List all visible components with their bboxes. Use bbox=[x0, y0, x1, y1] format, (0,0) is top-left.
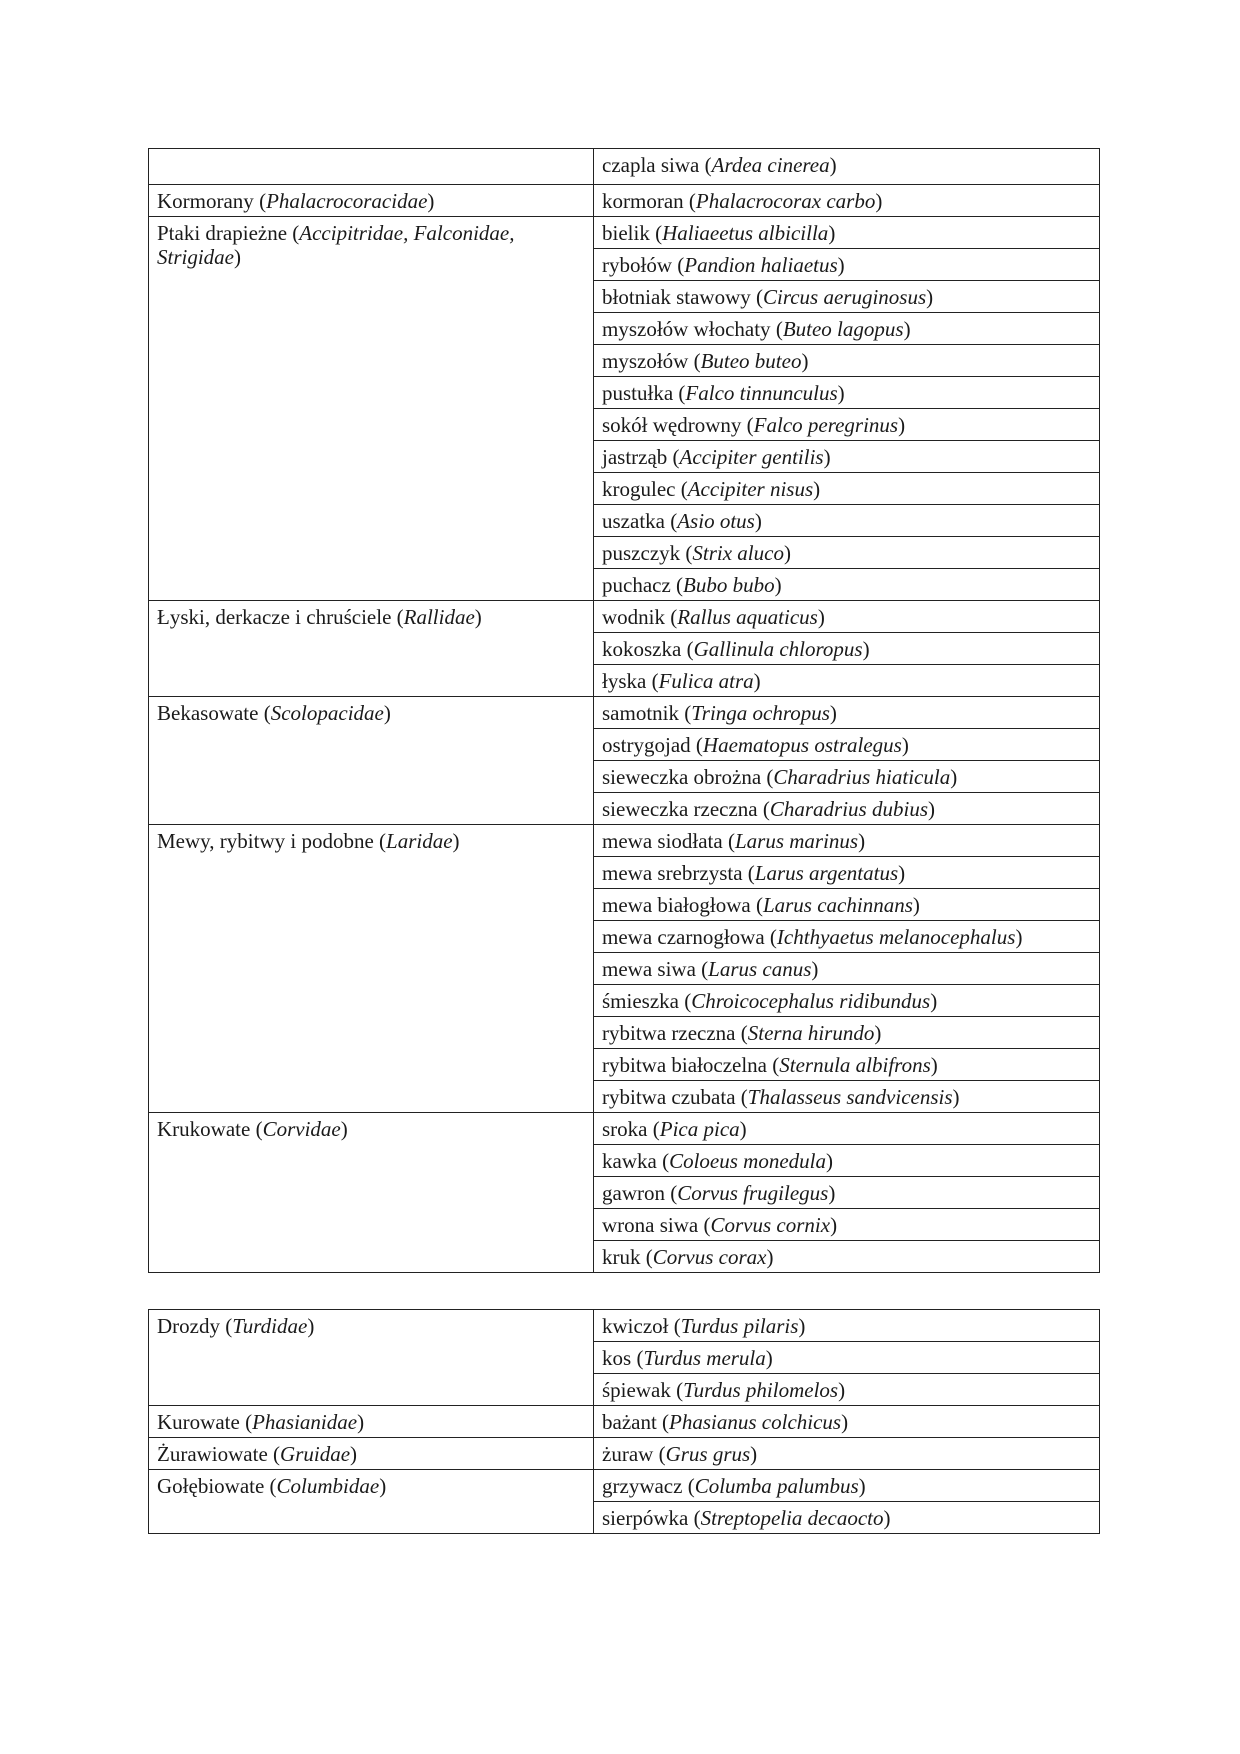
species-name: kokoszka bbox=[602, 637, 682, 661]
species-cell: kwiczoł (Turdus pilaris) bbox=[594, 1310, 1100, 1342]
species-name: mewa białogłowa bbox=[602, 893, 751, 917]
species-name: jastrząb bbox=[602, 445, 668, 469]
species-name: rybołów bbox=[602, 253, 672, 277]
species-latin-name: Rallus aquaticus bbox=[677, 605, 818, 629]
species-cell: kruk (Corvus corax) bbox=[594, 1241, 1100, 1273]
species-name: kormoran bbox=[602, 189, 684, 213]
bird-species-table-2 bbox=[148, 1309, 1100, 1534]
species-name: sokół wędrowny bbox=[602, 413, 742, 437]
species-cell: uszatka (Asio otus) bbox=[594, 505, 1100, 537]
species-latin-name: Larus cachinnans bbox=[762, 893, 913, 917]
species-latin-name: Corvus frugilegus bbox=[677, 1181, 829, 1205]
species-latin-name: Accipiter gentilis bbox=[679, 445, 824, 469]
species-name: wrona siwa bbox=[602, 1213, 699, 1237]
species-cell: sieweczka obrożna (Charadrius hiaticula) bbox=[594, 761, 1100, 793]
species-name: sieweczka obrożna bbox=[602, 765, 762, 789]
family-name: Drozdy bbox=[157, 1314, 220, 1338]
species-name: sroka bbox=[602, 1117, 648, 1141]
species-cell: jastrząb (Accipiter gentilis) bbox=[594, 441, 1100, 473]
family-cell: Ptaki drapieżne (Accipitridae, Falconidae, Strigidae) bbox=[149, 217, 594, 601]
species-cell: mewa białogłowa (Larus cachinnans) bbox=[594, 889, 1100, 921]
species-name: krogulec bbox=[602, 477, 676, 501]
species-cell: sierpówka (Streptopelia decaocto) bbox=[594, 1502, 1100, 1534]
species-cell: puchacz (Bubo bubo) bbox=[594, 569, 1100, 601]
species-latin-name: Columba palumbus bbox=[694, 1474, 859, 1498]
species-latin-name: Larus canus bbox=[708, 957, 812, 981]
species-latin-name: Sterna hirundo bbox=[747, 1021, 875, 1045]
species-latin-name: Ichthyaetus melanocephalus bbox=[776, 925, 1016, 949]
species-latin-name: Accipiter nisus bbox=[687, 477, 814, 501]
species-cell: śpiewak (Turdus philomelos) bbox=[594, 1374, 1100, 1406]
table-row bbox=[149, 697, 1100, 729]
species-cell: kormoran (Phalacrocorax carbo) bbox=[594, 185, 1100, 217]
family-latin-name: Phasianidae bbox=[252, 1410, 358, 1434]
family-cell: Łyski, derkacze i chruściele (Rallidae) bbox=[149, 601, 594, 697]
species-name: żuraw bbox=[602, 1442, 654, 1466]
species-name: łyska bbox=[602, 669, 647, 693]
species-cell: łyska (Fulica atra) bbox=[594, 665, 1100, 697]
family-latin-name: Laridae bbox=[386, 829, 453, 853]
species-latin-name: Larus marinus bbox=[734, 829, 859, 853]
species-name: sierpówka bbox=[602, 1506, 689, 1530]
species-cell: żuraw (Grus grus) bbox=[594, 1438, 1100, 1470]
family-latin-name: Corvidae bbox=[262, 1117, 341, 1141]
bird-species-table-1 bbox=[148, 148, 1100, 1273]
species-latin-name: Larus argentatus bbox=[754, 861, 899, 885]
species-cell: samotnik (Tringa ochropus) bbox=[594, 697, 1100, 729]
species-name: mewa siodłata bbox=[602, 829, 723, 853]
species-name: kawka bbox=[602, 1149, 657, 1173]
species-cell: gawron (Corvus frugilegus) bbox=[594, 1177, 1100, 1209]
species-name: mewa srebrzysta bbox=[602, 861, 743, 885]
species-latin-name: Grus grus bbox=[665, 1442, 751, 1466]
species-latin-name: Falco tinnunculus bbox=[685, 381, 838, 405]
species-cell: sokół wędrowny (Falco peregrinus) bbox=[594, 409, 1100, 441]
species-cell: rybitwa rzeczna (Sterna hirundo) bbox=[594, 1017, 1100, 1049]
species-cell: sroka (Pica pica) bbox=[594, 1113, 1100, 1145]
table-row bbox=[149, 1406, 1100, 1438]
species-name: rybitwa białoczelna bbox=[602, 1053, 768, 1077]
species-cell: myszołów (Buteo buteo) bbox=[594, 345, 1100, 377]
species-name: grzywacz bbox=[602, 1474, 683, 1498]
table-row bbox=[149, 1470, 1100, 1502]
species-latin-name: Corvus cornix bbox=[710, 1213, 831, 1237]
species-latin-name: Circus aeruginosus bbox=[762, 285, 927, 309]
species-latin-name: Tringa ochropus bbox=[691, 701, 830, 725]
species-cell: kawka (Coloeus monedula) bbox=[594, 1145, 1100, 1177]
species-name: wodnik bbox=[602, 605, 665, 629]
table-1-body bbox=[149, 149, 1100, 1273]
species-latin-name: Thalasseus sandvicensis bbox=[747, 1085, 953, 1109]
species-latin-name: Coloeus monedula bbox=[669, 1149, 826, 1173]
family-cell: Bekasowate (Scolopacidae) bbox=[149, 697, 594, 825]
species-cell: śmieszka (Chroicocephalus ridibundus) bbox=[594, 985, 1100, 1017]
species-latin-name: Bubo bubo bbox=[683, 573, 775, 597]
family-latin-name: Accipitridae, Falconidae, Strigidae bbox=[157, 221, 515, 269]
species-cell: krogulec (Accipiter nisus) bbox=[594, 473, 1100, 505]
family-name: Ptaki drapieżne bbox=[157, 221, 288, 245]
family-name: Mewy, rybitwy i podobne bbox=[157, 829, 374, 853]
species-latin-name: Turdus pilaris bbox=[680, 1314, 799, 1338]
species-cell: wrona siwa (Corvus cornix) bbox=[594, 1209, 1100, 1241]
family-latin-name: Columbidae bbox=[276, 1474, 380, 1498]
species-latin-name: Turdus philomelos bbox=[683, 1378, 839, 1402]
species-cell: pustułka (Falco tinnunculus) bbox=[594, 377, 1100, 409]
species-name: pustułka bbox=[602, 381, 674, 405]
table-row bbox=[149, 1310, 1100, 1342]
species-cell: rybitwa czubata (Thalasseus sandvicensis) bbox=[594, 1081, 1100, 1113]
species-name: sieweczka rzeczna bbox=[602, 797, 758, 821]
species-cell: kokoszka (Gallinula chloropus) bbox=[594, 633, 1100, 665]
species-cell: bażant (Phasianus colchicus) bbox=[594, 1406, 1100, 1438]
species-cell: rybitwa białoczelna (Sternula albifrons) bbox=[594, 1049, 1100, 1081]
species-latin-name: Strix aluco bbox=[692, 541, 784, 565]
family-cell: Krukowate (Corvidae) bbox=[149, 1113, 594, 1273]
family-latin-name: Gruidae bbox=[280, 1442, 351, 1466]
species-cell: mewa siodłata (Larus marinus) bbox=[594, 825, 1100, 857]
family-latin-name: Scolopacidae bbox=[270, 701, 384, 725]
species-latin-name: Turdus merula bbox=[643, 1346, 766, 1370]
species-cell: błotniak stawowy (Circus aeruginosus) bbox=[594, 281, 1100, 313]
species-latin-name: Ardea cinerea bbox=[711, 153, 830, 177]
species-name: śpiewak bbox=[602, 1378, 671, 1402]
species-name: rybitwa rzeczna bbox=[602, 1021, 736, 1045]
species-latin-name: Sternula albifrons bbox=[779, 1053, 931, 1077]
family-name: Żurawiowate bbox=[157, 1442, 268, 1466]
species-name: gawron bbox=[602, 1181, 665, 1205]
family-cell: Żurawiowate (Gruidae) bbox=[149, 1438, 594, 1470]
species-name: czapla siwa bbox=[602, 153, 700, 177]
species-cell: mewa srebrzysta (Larus argentatus) bbox=[594, 857, 1100, 889]
species-name: uszatka bbox=[602, 509, 665, 533]
family-latin-name: Turdidae bbox=[232, 1314, 308, 1338]
family-cell: Kormorany (Phalacrocoracidae) bbox=[149, 185, 594, 217]
table-row bbox=[149, 149, 1100, 185]
family-name: Gołębiowate bbox=[157, 1474, 265, 1498]
table-2-body bbox=[149, 1310, 1100, 1534]
family-cell bbox=[149, 149, 594, 185]
species-name: kwiczoł bbox=[602, 1314, 669, 1338]
family-cell: Gołębiowate (Columbidae) bbox=[149, 1470, 594, 1534]
species-name: kos bbox=[602, 1346, 632, 1370]
species-name: śmieszka bbox=[602, 989, 679, 1013]
species-latin-name: Buteo lagopus bbox=[782, 317, 904, 341]
species-latin-name: Streptopelia decaocto bbox=[700, 1506, 884, 1530]
family-name: Kurowate bbox=[157, 1410, 240, 1434]
species-latin-name: Buteo buteo bbox=[700, 349, 802, 373]
species-cell: wodnik (Rallus aquaticus) bbox=[594, 601, 1100, 633]
species-latin-name: Gallinula chloropus bbox=[693, 637, 863, 661]
species-latin-name: Phalacrocorax carbo bbox=[695, 189, 876, 213]
species-latin-name: Falco peregrinus bbox=[753, 413, 899, 437]
family-cell: Drozdy (Turdidae) bbox=[149, 1310, 594, 1406]
table-row bbox=[149, 1113, 1100, 1145]
species-latin-name: Pica pica bbox=[659, 1117, 740, 1141]
species-latin-name: Haliaeetus albicilla bbox=[662, 221, 829, 245]
species-latin-name: Corvus corax bbox=[652, 1245, 767, 1269]
table-row bbox=[149, 217, 1100, 249]
species-cell: bielik (Haliaeetus albicilla) bbox=[594, 217, 1100, 249]
table-row bbox=[149, 185, 1100, 217]
species-name: bażant bbox=[602, 1410, 657, 1434]
species-name: myszołów włochaty bbox=[602, 317, 771, 341]
table-row bbox=[149, 601, 1100, 633]
species-name: kruk bbox=[602, 1245, 641, 1269]
species-latin-name: Charadrius dubius bbox=[769, 797, 928, 821]
species-latin-name: Asio otus bbox=[677, 509, 755, 533]
species-latin-name: Chroicocephalus ridibundus bbox=[691, 989, 931, 1013]
table-row bbox=[149, 1438, 1100, 1470]
species-cell: czapla siwa (Ardea cinerea) bbox=[594, 149, 1100, 185]
species-cell: kos (Turdus merula) bbox=[594, 1342, 1100, 1374]
species-name: rybitwa czubata bbox=[602, 1085, 736, 1109]
species-name: mewa czarnogłowa bbox=[602, 925, 765, 949]
species-name: myszołów bbox=[602, 349, 689, 373]
species-name: błotniak stawowy bbox=[602, 285, 751, 309]
species-name: puszczyk bbox=[602, 541, 681, 565]
species-cell: ostrygojad (Haematopus ostralegus) bbox=[594, 729, 1100, 761]
family-latin-name: Phalacrocoracidae bbox=[266, 189, 428, 213]
table-row bbox=[149, 825, 1100, 857]
species-name: puchacz bbox=[602, 573, 671, 597]
species-cell: mewa siwa (Larus canus) bbox=[594, 953, 1100, 985]
species-cell: rybołów (Pandion haliaetus) bbox=[594, 249, 1100, 281]
family-name: Bekasowate bbox=[157, 701, 259, 725]
species-cell: grzywacz (Columba palumbus) bbox=[594, 1470, 1100, 1502]
family-cell: Kurowate (Phasianidae) bbox=[149, 1406, 594, 1438]
family-name: Kormorany bbox=[157, 189, 254, 213]
species-latin-name: Phasianus colchicus bbox=[669, 1410, 842, 1434]
family-name: Łyski, derkacze i chruściele bbox=[157, 605, 392, 629]
species-latin-name: Haematopus ostralegus bbox=[702, 733, 902, 757]
species-name: mewa siwa bbox=[602, 957, 696, 981]
species-cell: puszczyk (Strix aluco) bbox=[594, 537, 1100, 569]
family-latin-name: Rallidae bbox=[403, 605, 475, 629]
species-name: bielik bbox=[602, 221, 650, 245]
species-name: samotnik bbox=[602, 701, 679, 725]
species-cell: mewa czarnogłowa (Ichthyaetus melanocephalus) bbox=[594, 921, 1100, 953]
species-name: ostrygojad bbox=[602, 733, 691, 757]
species-latin-name: Pandion haliaetus bbox=[684, 253, 838, 277]
family-cell: Mewy, rybitwy i podobne (Laridae) bbox=[149, 825, 594, 1113]
species-cell: myszołów włochaty (Buteo lagopus) bbox=[594, 313, 1100, 345]
species-latin-name: Charadrius hiaticula bbox=[773, 765, 951, 789]
species-latin-name: Fulica atra bbox=[658, 669, 754, 693]
species-cell: sieweczka rzeczna (Charadrius dubius) bbox=[594, 793, 1100, 825]
family-name: Krukowate bbox=[157, 1117, 251, 1141]
